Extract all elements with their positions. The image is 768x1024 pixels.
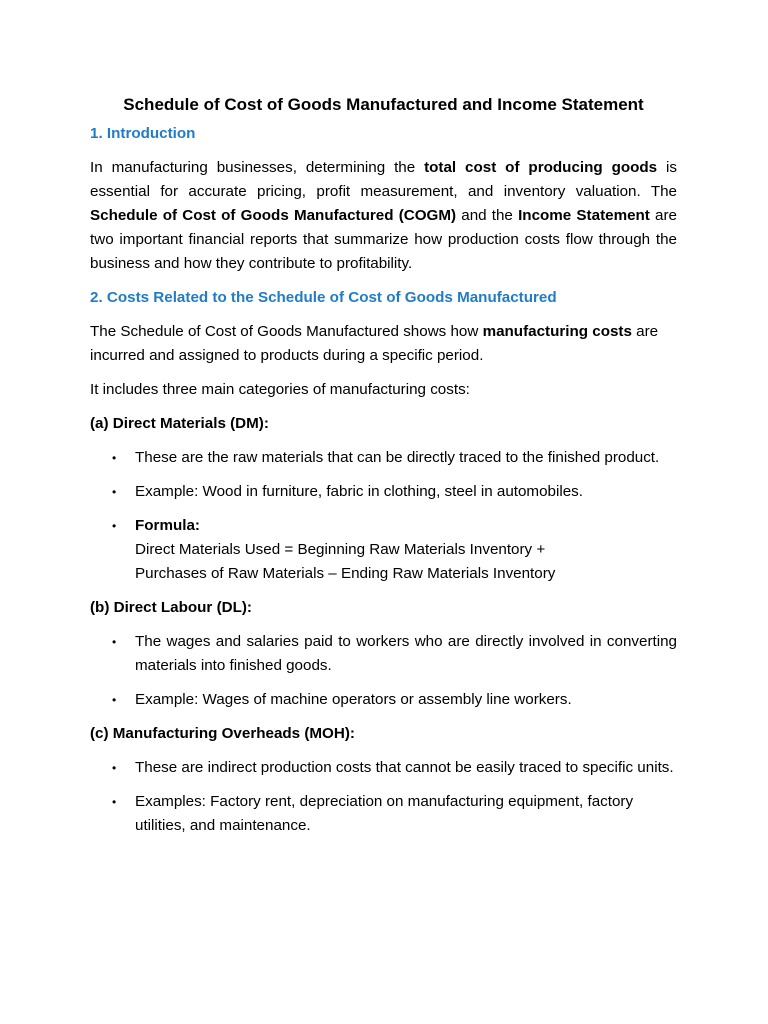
list-item — [90, 756, 677, 780]
dl-bullet-1-text: The wages and salaries paid to workers who are directly involved in converting materials into finished goods. — [135, 633, 677, 674]
intro-bold-income-statement: Income Statement — [518, 207, 650, 224]
list-item — [90, 480, 677, 504]
intro-text-3: and the — [456, 207, 519, 224]
costs-text-1: The Schedule of Cost of Goods Manufactured shows how — [90, 323, 483, 340]
direct-materials-list — [90, 446, 677, 586]
costs-paragraph-2: It includes three main categories of manufacturing costs: — [90, 381, 470, 398]
intro-text-4: are two important financial reports that summarize how production costs flow through the business and how they contribute to profitability. — [90, 207, 677, 272]
list-item — [90, 790, 677, 838]
section-heading-costs: 2. Costs Related to the Schedule of Cost of Goods Manufactured — [90, 289, 557, 306]
costs-text-2: are incurred and assigned to products during a specific period. — [90, 323, 659, 364]
manufacturing-overheads-heading: (c) Manufacturing Overheads (MOH): — [90, 725, 355, 742]
moh-bullet-1-text: These are indirect production costs that cannot be easily traced to specific units. — [135, 759, 674, 776]
direct-labour-heading: (b) Direct Labour (DL): — [90, 599, 252, 616]
direct-materials-heading: (a) Direct Materials (DM): — [90, 415, 269, 432]
bullet-icon: • — [112, 635, 117, 649]
dl-bullet-2-text: Example: Wages of machine operators or assembly line workers. — [135, 691, 572, 708]
intro-paragraph — [90, 156, 677, 276]
dm-bullet-1-text: These are the raw materials that can be directly traced to the finished product. — [135, 449, 660, 466]
manufacturing-overheads-list — [90, 756, 677, 838]
bullet-icon: • — [112, 519, 117, 533]
dm-bullet-2-text: Example: Wood in furniture, fabric in clothing, steel in automobiles. — [135, 483, 583, 500]
list-item — [90, 514, 677, 586]
direct-labour-list — [90, 630, 677, 712]
bullet-icon: • — [112, 761, 117, 775]
document-page — [90, 92, 677, 848]
document-title: Schedule of Cost of Goods Manufactured and Income Statement — [123, 95, 644, 114]
bullet-icon: • — [112, 451, 117, 465]
bullet-icon: • — [112, 485, 117, 499]
costs-paragraph-1 — [90, 320, 677, 368]
costs-bold-manufacturing-costs: manufacturing costs — [482, 323, 632, 340]
list-item — [90, 688, 677, 712]
moh-bullet-2-text: Examples: Factory rent, depreciation on manufacturing equipment, factory utilities, and maintenance. — [135, 793, 634, 834]
list-item — [90, 446, 677, 470]
formula-line-1: Direct Materials Used = Beginning Raw Materials Inventory + — [135, 541, 546, 558]
intro-text-1: In manufacturing businesses, determining the — [90, 159, 425, 176]
intro-text-2: is essential for accurate pricing, profit measurement, and inventory valuation. The — [90, 159, 677, 200]
intro-bold-total-cost: total cost of producing goods — [424, 159, 658, 176]
formula-label: Formula: — [135, 517, 200, 534]
formula-line-2: Purchases of Raw Materials – Ending Raw Materials Inventory — [135, 565, 556, 582]
list-item — [90, 630, 677, 678]
bullet-icon: • — [112, 693, 117, 707]
intro-bold-cogm: Schedule of Cost of Goods Manufactured (COGM) — [90, 207, 457, 224]
section-heading-introduction: 1. Introduction — [90, 125, 196, 142]
bullet-icon: • — [112, 795, 117, 809]
